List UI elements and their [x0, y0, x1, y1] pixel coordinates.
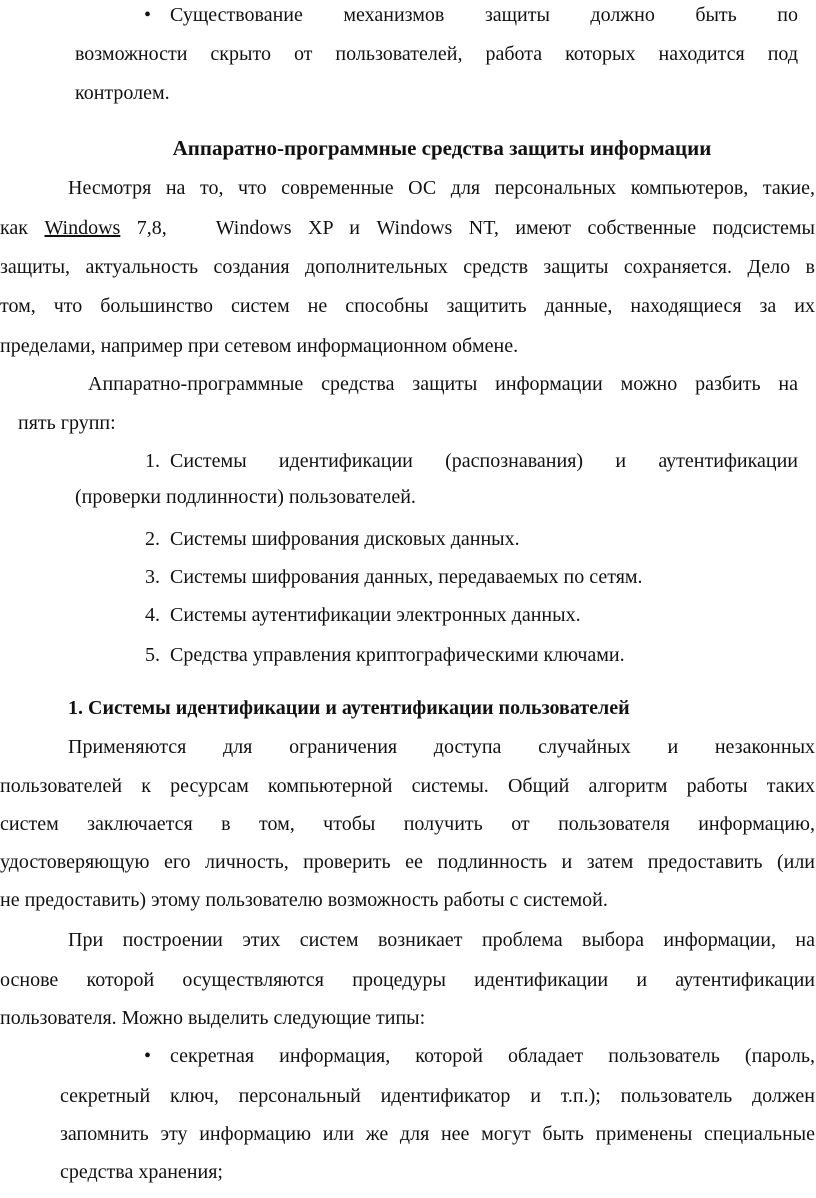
paragraph-line: том, что большинство систем не способны защитить данные, находящиеся за их	[0, 295, 815, 317]
paragraph-line: пользователей к ресурсам компьютерной системы. Общий алгоритм работы таких	[0, 775, 815, 797]
paragraph-line: Несмотря на то, что современные ОС для персональных компьютеров, такие,	[68, 177, 815, 199]
paragraph-line: пользователя. Можно выделить следующие типы:	[0, 1007, 426, 1029]
list-item-line: (проверки подлинности) пользователей.	[75, 486, 416, 508]
section-heading: Аппаратно-программные средства защиты информации	[172, 136, 712, 160]
list-number: 5.	[145, 644, 160, 666]
list-number: 3.	[145, 566, 160, 588]
subsection-heading: 1. Системы идентификации и аутентификации пользователей	[68, 697, 630, 719]
list-item-line: Системы шифрования дисковых данных.	[170, 528, 520, 550]
paragraph-line: защиты, актуальность создания дополнительных средств защиты сохраняется. Дело в	[0, 256, 815, 278]
bullet-icon: •	[144, 1045, 152, 1067]
list-number: 2.	[145, 528, 160, 550]
paragraph-line: Аппаратно-программные средства защиты информации можно разбить на	[88, 373, 798, 395]
paragraph-line: пределами, например при сетевом информационном обмене.	[0, 335, 519, 357]
paragraph-line: не предоставить) этому пользователю возможность работы с системой.	[0, 889, 608, 911]
list-item-line: средства хранения;	[60, 1161, 223, 1183]
text: 7,8, Windows XP и Windows NT, имеют собственные подсистемы	[120, 217, 815, 239]
paragraph-line: удостоверяющую его личность, проверить ее подлинность и затем предоставить (или	[0, 851, 815, 873]
paragraph-line: При построении этих систем возникает проблема выбора информации, на	[68, 929, 815, 951]
list-item-line: Существование механизмов защиты должно быть по	[170, 4, 798, 26]
list-item-line: контролем.	[75, 82, 170, 104]
list-item-line: Системы идентификации (распознавания) и аутентификации	[170, 450, 798, 472]
paragraph-line	[0, 216, 815, 240]
text: как	[0, 217, 45, 239]
list-item-line: Средства управления криптографическими ключами.	[170, 644, 625, 666]
list-number: 4.	[145, 604, 160, 626]
list-item-line: секретная информация, которой обладает пользователь (пароль,	[170, 1045, 815, 1067]
windows-link[interactable]: Windows	[44, 217, 121, 239]
list-item-line: секретный ключ, персональный идентификатор и т.п.); пользователь должен	[60, 1085, 815, 1107]
paragraph-line: Применяются для ограничения доступа случайных и незаконных	[68, 736, 815, 758]
list-item-line: Системы шифрования данных, передаваемых по сетям.	[170, 566, 643, 588]
paragraph-line: основе которой осуществляются процедуры идентификации и аутентификации	[0, 969, 815, 991]
paragraph-line: пять групп:	[18, 412, 116, 434]
list-item-line: Системы аутентификации электронных данных.	[170, 604, 581, 626]
paragraph-line: систем заключается в том, чтобы получить от пользователя информацию,	[0, 813, 815, 835]
list-item-line: запомнить эту информацию или же для нее могут быть применены специальные	[60, 1123, 815, 1145]
list-item-line: возможности скрыто от пользователей, работа которых находится под	[75, 43, 798, 65]
bullet-icon: •	[144, 4, 152, 26]
list-number: 1.	[145, 450, 160, 472]
